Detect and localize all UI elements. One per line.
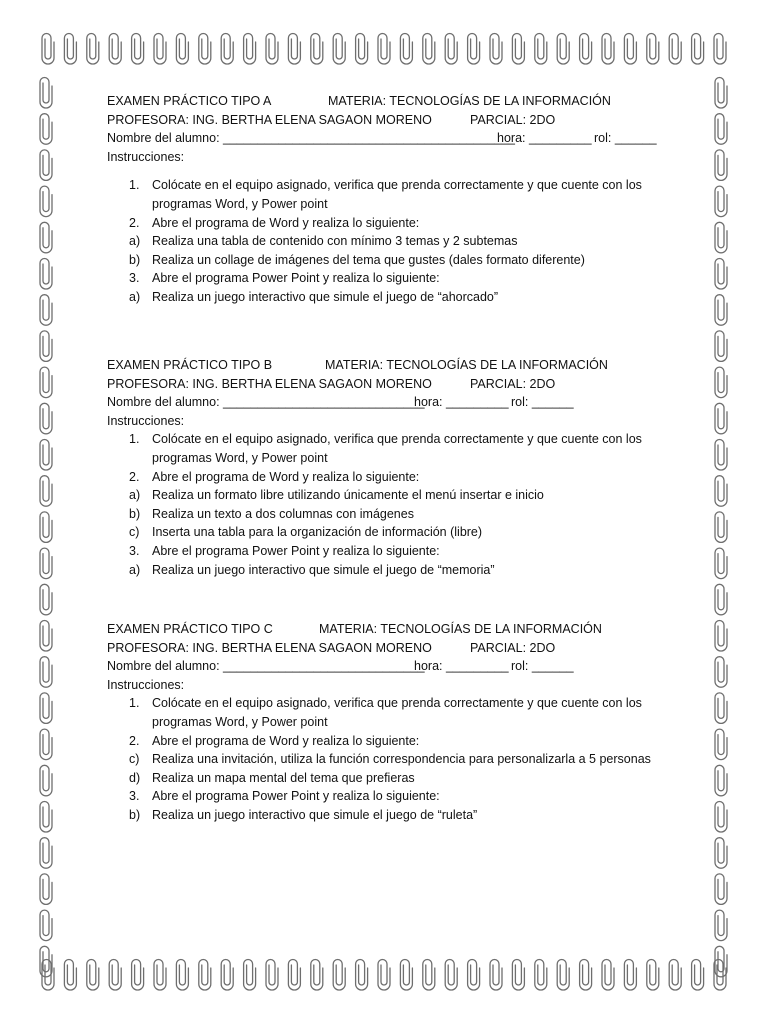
profesora-label: PROFESORA: ING. BERTHA ELENA SAGAON MORENO [107,376,432,391]
paperclip-icon [468,960,480,991]
paperclip-icon [356,960,368,991]
list-marker: b) [129,252,141,267]
list-marker: b) [129,506,141,521]
paperclip-icon [333,34,345,65]
paperclip-icon [109,34,121,65]
paperclip-icon [40,584,52,615]
paperclip-icon [40,621,52,652]
paperclip-icon [557,34,569,65]
list-item-text: Realiza un mapa mental del tema que prefieras [152,770,415,785]
paperclip-icon [715,621,727,652]
paperclip-icon [715,874,727,905]
list-item [107,505,707,524]
paperclip-icon [244,34,256,65]
paperclip-icon [311,960,323,991]
list-marker: c) [129,525,140,540]
list-item-text: Realiza un formato libre utilizando únicamente el menú insertar e inicio [152,488,544,503]
paperclip-icon [669,960,681,991]
student-row [107,657,707,676]
paperclip-icon [109,960,121,991]
paperclip-icon [602,960,614,991]
paperclip-icon [602,34,614,65]
list-item-text: Inserta una tabla para la organización de información (libre) [152,525,483,540]
paperclip-icon [356,34,368,65]
instructions-heading: Instrucciones: [107,413,185,428]
list-marker: b) [129,807,141,822]
list-marker: 2. [129,469,140,484]
rol-field[interactable]: rol: ______ [511,395,574,410]
paperclip-icon [715,838,727,869]
paperclip-icon [400,960,412,991]
paperclip-icon [87,34,99,65]
paperclip-icon [40,548,52,579]
paperclip-icon [715,910,727,941]
rol-field[interactable]: rol: ______ [511,659,574,674]
paperclip-icon [311,34,323,65]
materia-label: MATERIA: TECNOLOGÍAS DE LA INFORMACIÓN [319,622,602,636]
paperclip-icon [40,657,52,688]
paperclip-icon [423,960,435,991]
paperclip-icon [40,403,52,434]
paperclip-icon [40,729,52,760]
list-item [107,787,707,806]
instructions-list [107,430,707,579]
hora-field[interactable]: hora: _________ [414,659,509,674]
paperclip-icon [266,960,278,991]
list-marker: 3. [129,271,140,286]
list-item-text: Colócate en el equipo asignado, verifica que prenda correctamente y que cuente con los [152,432,642,447]
paperclip-icon [176,960,188,991]
profesora-row [107,375,707,394]
paperclip-icon [715,584,727,615]
paperclip-icon [154,34,166,65]
list-marker: 3. [129,789,140,804]
hora-field[interactable]: hora: _________ [414,395,509,410]
paperclip-icon [378,960,390,991]
student-row [107,393,707,412]
paperclip-icon [535,960,547,991]
list-marker: 2. [129,215,140,230]
list-item [107,542,707,561]
paperclip-icon [714,960,726,991]
paperclip-icon [42,34,54,65]
paperclip-icon [221,34,233,65]
student-row [107,129,707,148]
list-item [107,561,707,580]
paperclip-icon [132,960,144,991]
paperclip-icon [715,693,727,724]
paperclip-icon [40,476,52,507]
list-item [107,430,707,467]
instructions-heading: Instrucciones: [107,149,185,164]
paperclip-icon [669,34,681,65]
paperclip-row-bottom [42,960,726,991]
list-marker: a) [129,289,141,304]
paperclip-icon [288,960,300,991]
paperclip-icon [445,34,457,65]
paperclip-icon [132,34,144,65]
paperclip-icon [715,729,727,760]
list-item-text: Abre el programa Power Point y realiza lo siguiente: [152,789,440,804]
paperclip-icon [64,34,76,65]
paperclip-icon [715,657,727,688]
paperclip-icon [715,150,727,181]
list-marker: a) [129,488,141,503]
paperclip-icon [624,960,636,991]
paperclip-icon [647,960,659,991]
paperclip-icon [244,960,256,991]
paperclip-icon [715,476,727,507]
instructions-list [107,176,707,306]
list-marker: c) [129,752,140,767]
exam-section-b [107,356,707,579]
instructions-heading: Instrucciones: [107,677,185,692]
parcial-label: PARCIAL: 2DO [470,376,556,391]
list-item-text: Realiza un juego interactivo que simule el juego de “ruleta” [152,807,478,822]
paperclip-icon [715,548,727,579]
paperclip-icon [715,186,727,217]
materia-label: MATERIA: TECNOLOGÍAS DE LA INFORMACIÓN [325,358,608,372]
paperclip-icon [692,34,704,65]
exam-section-a [107,92,707,307]
list-item [107,251,707,270]
paperclip-icon [715,367,727,398]
list-item-text: Abre el programa de Word y realiza lo siguiente: [152,215,420,230]
instructions-heading-row [107,148,707,167]
parcial-label: PARCIAL: 2DO [470,640,556,655]
paperclip-icon [40,367,52,398]
paperclip-icon [40,512,52,543]
paperclip-icon [557,960,569,991]
list-item [107,523,707,542]
paperclip-icon [40,765,52,796]
paperclip-icon [715,114,727,145]
paperclip-icon [715,440,727,471]
exam-header-row [107,356,707,375]
paperclip-icon [692,960,704,991]
paperclip-icon [468,34,480,65]
paperclip-icon [715,403,727,434]
paperclip-icon [715,222,727,253]
paperclip-icon [512,34,524,65]
paperclip-column-right [715,78,727,977]
paperclip-icon [40,114,52,145]
paperclip-icon [266,34,278,65]
paperclip-icon [40,331,52,362]
paperclip-icon [715,765,727,796]
paperclip-icon [87,960,99,991]
list-item-text: Abre el programa Power Point y realiza lo siguiente: [152,271,440,286]
paperclip-icon [715,78,727,109]
list-item [107,750,707,769]
paperclip-icon [40,838,52,869]
paperclip-icon [40,802,52,833]
paperclip-icon [378,34,390,65]
exam-header-row [107,620,707,639]
materia-label: MATERIA: TECNOLOGÍAS DE LA INFORMACIÓN [328,94,611,108]
list-marker: 1. [129,178,140,193]
exam-title: EXAMEN PRÁCTICO TIPO C [107,622,273,636]
paperclip-icon [40,259,52,290]
paperclip-icon [40,910,52,941]
paperclip-icon [490,34,502,65]
instructions-heading-row [107,676,707,695]
paperclip-icon [580,960,592,991]
exam-title: EXAMEN PRÁCTICO TIPO A [107,94,272,108]
paperclip-icon [490,960,502,991]
parcial-label: PARCIAL: 2DO [470,112,556,127]
profesora-label: PROFESORA: ING. BERTHA ELENA SAGAON MORENO [107,112,432,127]
list-item [107,694,707,731]
list-item [107,288,707,307]
list-item [107,232,707,251]
hora-field[interactable]: hora: _________ [497,131,592,146]
list-item-text: Realiza un texto a dos columnas con imágenes [152,506,414,521]
list-item [107,269,707,288]
exam-title: EXAMEN PRÁCTICO TIPO B [107,358,273,372]
list-item-text: Realiza un juego interactivo que simule el juego de “ahorcado” [152,289,499,304]
paperclip-icon [199,34,211,65]
paperclip-icon [40,874,52,905]
paperclip-icon [40,186,52,217]
instructions-list [107,694,707,824]
paperclip-icon [715,331,727,362]
list-item-text: Abre el programa de Word y realiza lo siguiente: [152,733,420,748]
paperclip-icon [288,34,300,65]
profesora-row [107,639,707,658]
paperclip-icon [40,78,52,109]
list-item [107,732,707,751]
list-item [107,486,707,505]
list-marker: 1. [129,696,140,711]
list-marker: a) [129,562,141,577]
list-item-text: Abre el programa Power Point y realiza lo siguiente: [152,543,440,558]
nombre-field[interactable]: Nombre del alumno: _____________________________ [107,659,425,674]
paperclip-icon [221,960,233,991]
paperclip-icon [715,512,727,543]
paperclip-icon [715,802,727,833]
list-item-text: Realiza un collage de imágenes del tema que gustes (dales formato diferente) [152,252,585,267]
list-marker: a) [129,234,141,249]
paperclip-icon [423,34,435,65]
list-item-text: Colócate en el equipo asignado, verifica que prenda correctamente y que cuente con los [152,696,642,711]
paperclip-icon [580,34,592,65]
profesora-label: PROFESORA: ING. BERTHA ELENA SAGAON MORENO [107,640,432,655]
list-item-text-continued: programas Word, y Power point [152,714,328,729]
paperclip-icon [647,34,659,65]
nombre-field[interactable]: Nombre del alumno: __________________________________________ [107,131,516,146]
paperclip-icon [400,34,412,65]
paperclip-icon [715,946,727,977]
paperclip-icon [40,150,52,181]
paperclip-icon [64,960,76,991]
paperclip-icon [535,34,547,65]
instructions-heading-row [107,412,707,431]
paperclip-icon [333,960,345,991]
exam-section-c [107,620,707,825]
rol-field[interactable]: rol: ______ [594,131,657,146]
list-item [107,214,707,233]
paperclip-icon [715,259,727,290]
paperclip-icon [176,34,188,65]
paperclip-icon [624,34,636,65]
list-marker: 1. [129,432,140,447]
list-item-text-continued: programas Word, y Power point [152,196,328,211]
paperclip-icon [154,960,166,991]
paperclip-icon [714,34,726,65]
list-item [107,176,707,213]
list-marker: 2. [129,733,140,748]
list-item-text: Realiza una invitación, utiliza la función correspondencia para personalizarla a 5 personas [152,752,651,767]
list-item-text: Colócate en el equipo asignado, verifica que prenda correctamente y que cuente con los [152,178,642,193]
nombre-field[interactable]: Nombre del alumno: _____________________________ [107,395,425,410]
profesora-row [107,111,707,130]
paperclip-row-top [42,34,726,65]
paperclip-icon [40,440,52,471]
list-item [107,468,707,487]
exam-header-row [107,92,707,111]
list-item-text-continued: programas Word, y Power point [152,450,328,465]
paperclip-icon [40,222,52,253]
paperclip-icon [42,960,54,991]
paperclip-icon [715,295,727,326]
list-marker: 3. [129,543,140,558]
paperclip-column-left [40,78,52,977]
paperclip-icon [512,960,524,991]
list-item [107,806,707,825]
paperclip-icon [445,960,457,991]
list-item [107,769,707,788]
paperclip-icon [199,960,211,991]
list-marker: d) [129,770,141,785]
paperclip-icon [40,295,52,326]
list-item-text: Realiza un juego interactivo que simule el juego de “memoria” [152,562,495,577]
list-item-text: Realiza una tabla de contenido con mínimo 3 temas y 2 subtemas [152,234,518,249]
paperclip-icon [40,946,52,977]
paperclip-icon [40,693,52,724]
list-item-text: Abre el programa de Word y realiza lo siguiente: [152,469,420,484]
